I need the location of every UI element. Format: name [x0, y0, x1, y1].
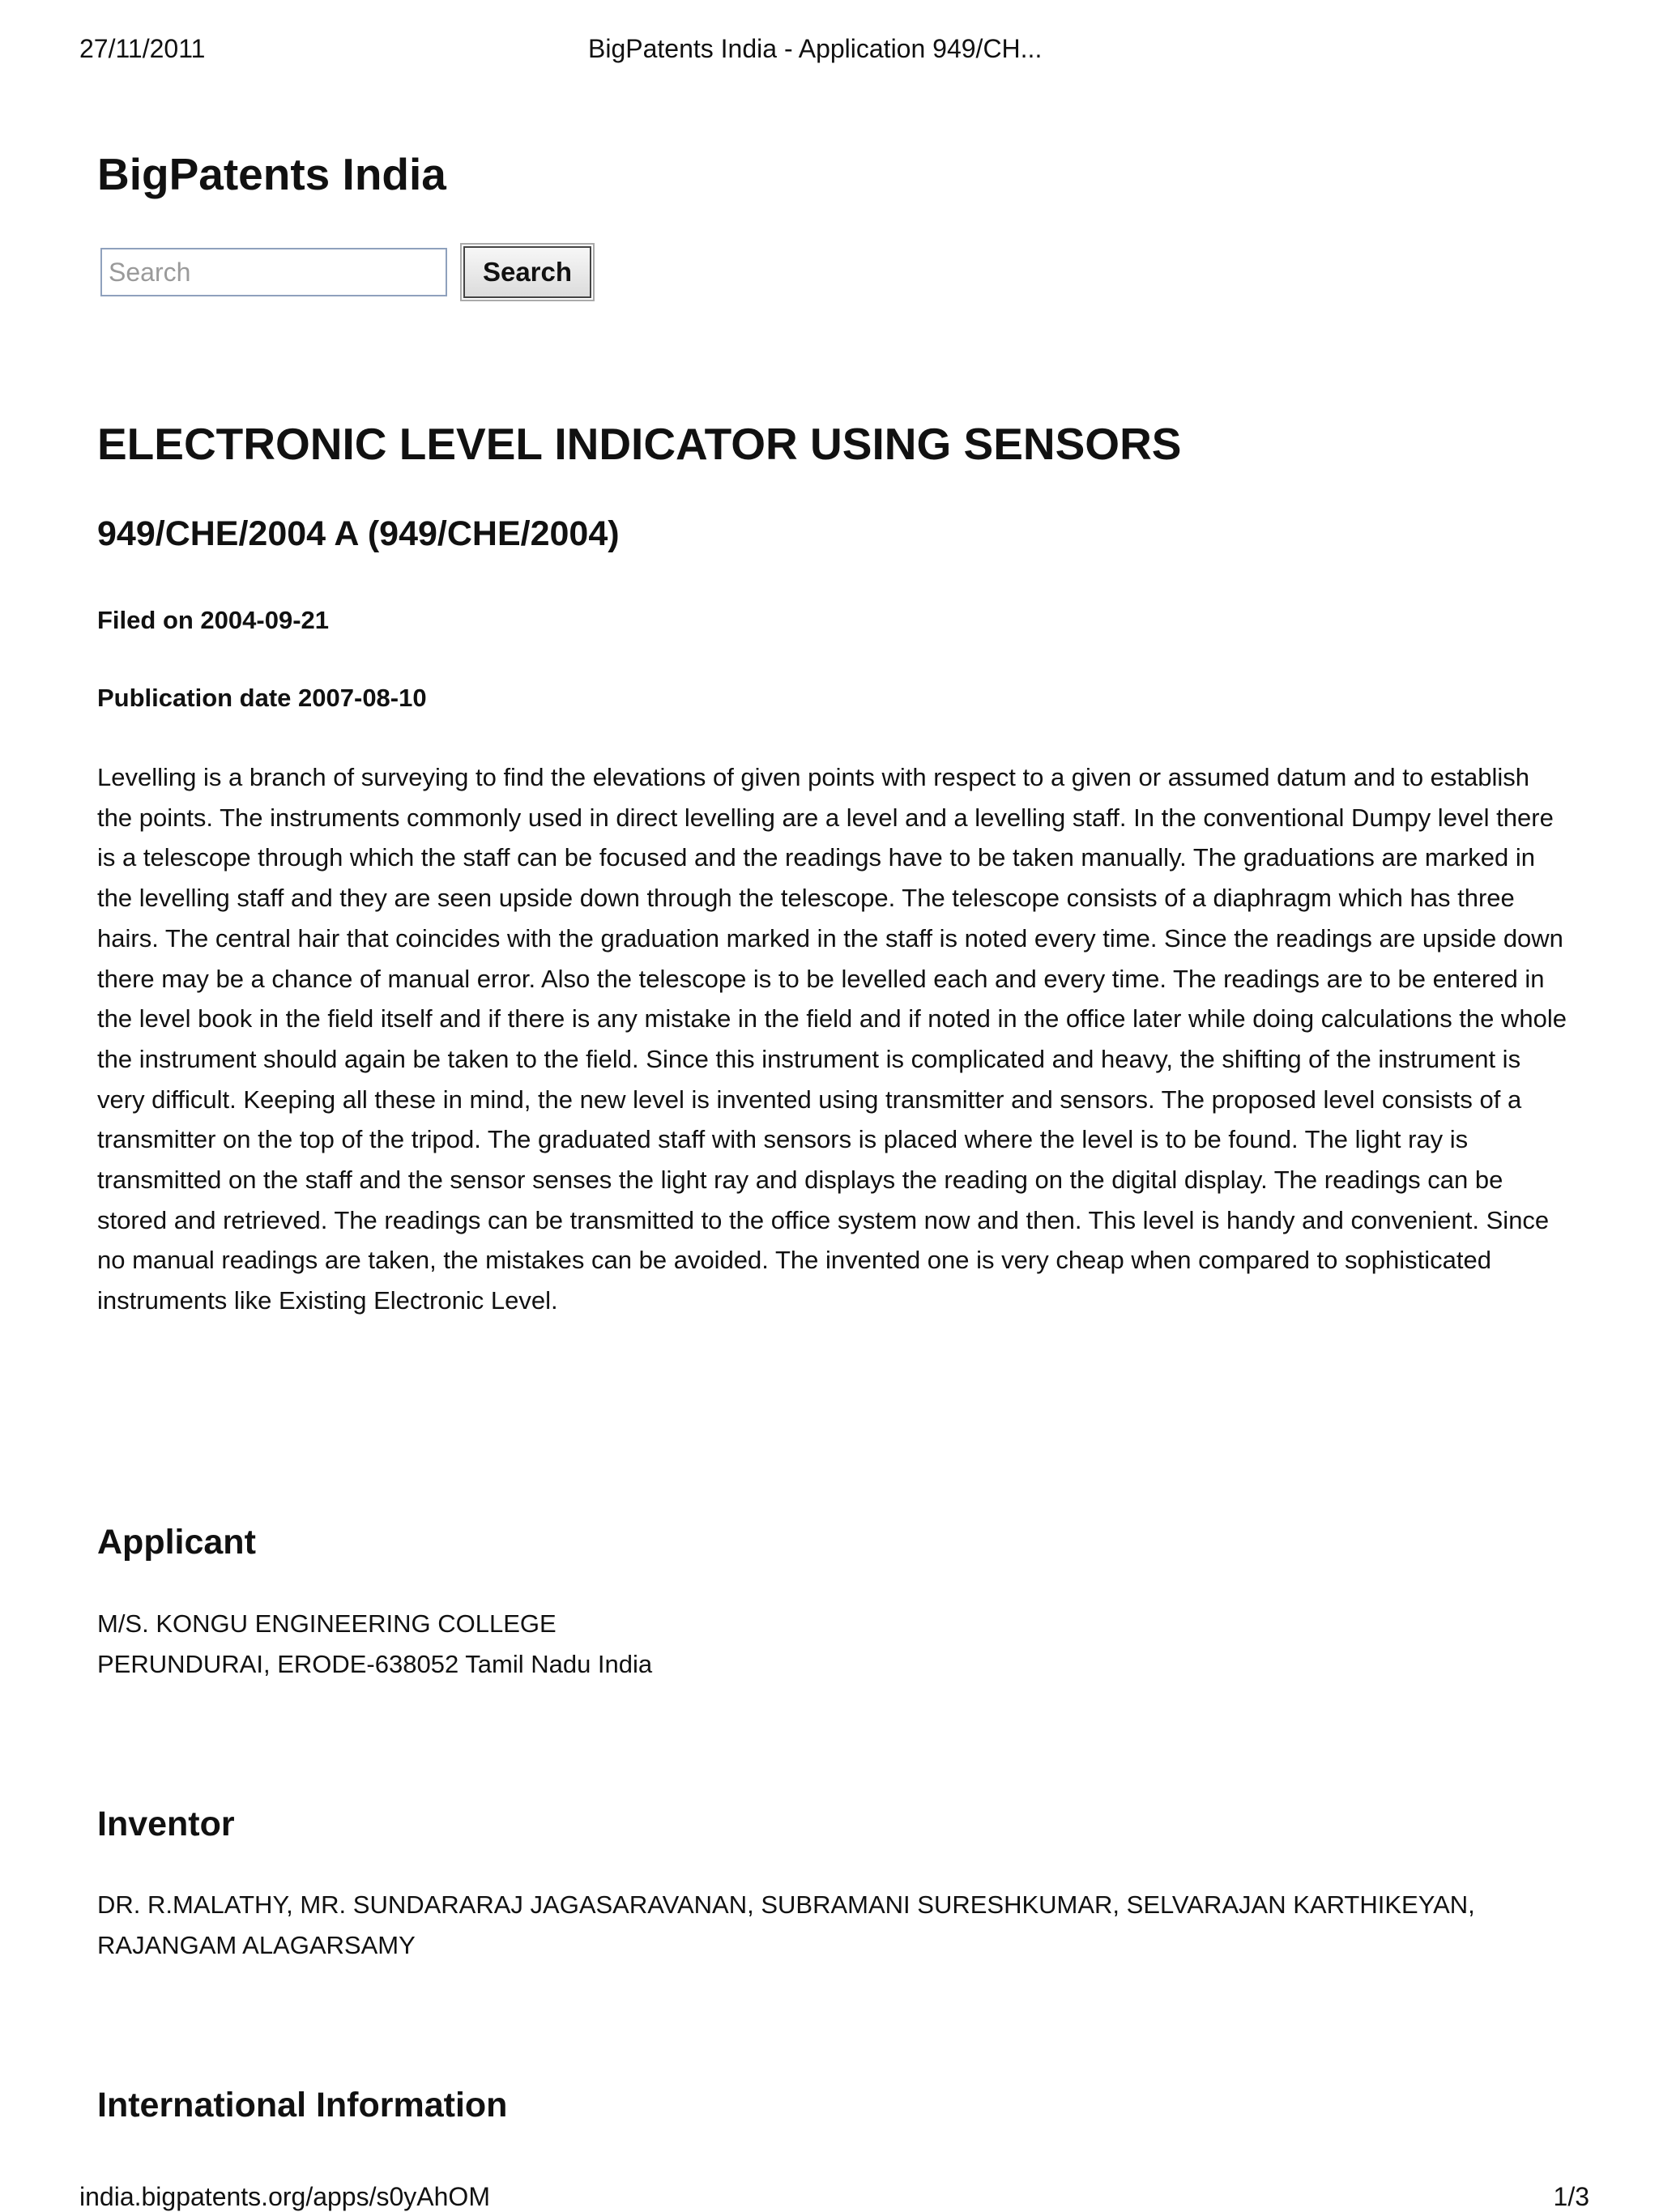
- patent-title: ELECTRONIC LEVEL INDICATOR USING SENSORS: [97, 419, 1182, 469]
- print-page-title: BigPatents India - Application 949/CH...: [588, 34, 1043, 63]
- inventor-heading: Inventor: [97, 1805, 235, 1843]
- filed-date: Filed on 2004-09-21: [97, 606, 330, 634]
- search-button[interactable]: Search: [463, 246, 591, 298]
- print-date: 27/11/2011: [79, 34, 206, 63]
- applicant-address: PERUNDURAI, ERODE-638052 Tamil Nadu India: [97, 1650, 653, 1678]
- applicant-name: M/S. KONGU ENGINEERING COLLEGE: [97, 1609, 557, 1638]
- print-footer: [79, 2182, 1589, 2211]
- print-header: [79, 34, 1580, 66]
- applicant-details: [97, 1604, 1567, 1685]
- search-input[interactable]: [100, 248, 447, 296]
- search-form: [100, 246, 591, 298]
- patent-number: 949/CHE/2004 A (949/CHE/2004): [97, 514, 620, 553]
- page-number: 1/3: [1553, 2182, 1589, 2211]
- page-url: india.bigpatents.org/apps/s0yAhOM: [79, 2182, 490, 2211]
- publication-date: Publication date 2007-08-10: [97, 684, 427, 712]
- applicant-heading: Applicant: [97, 1523, 256, 1562]
- patent-abstract: Levelling is a branch of surveying to find the elevations of given points with respect to a given or assumed datum and to establish the points. The instruments commonly used in direct levelling are a level and a levelling staff. In the conventional Dumpy level there is a telescope through which the staff can be focused and the readings have to be taken manually. The graduations are marked in the levelling staff and they are seen upside down through the telescope. The telescope consists of a diaphragm which has three hairs. The central hair that coincides with the graduation marked in the staff is noted every time. Since the readings are upside down there may be a chance of manual error. Also the telescope is to be levelled each and every time. The readings are to be entered in the level book in the field itself and if there is any mistake in the field and if noted in the office later while doing calculations the whole the instrument should again be taken to the field. Since this instrument is complicated and heavy, the shifting of the instrument is very difficult. Keeping all these in mind, the new level is invented using transmitter and sensors. The proposed level consists of a transmitter on the top of the tripod. The graduated staff with sensors is placed where the level is to be found. The light ray is transmitted on the staff and the sensor senses the light ray and displays the reading on the digital display. The readings can be stored and retrieved. The readings can be transmitted to the office system now and then. This level is handy and convenient. Since no manual readings are taken, the mistakes can be avoided. The invented one is very cheap when compared to sophisticated instruments like Existing Electronic Level.: [97, 763, 1567, 1315]
- international-information-heading: International Information: [97, 2086, 508, 2125]
- site-title[interactable]: BigPatents India: [97, 149, 446, 199]
- inventor-names: DR. R.MALATHY, MR. SUNDARARAJ JAGASARAVANAN, SUBRAMANI SURESHKUMAR, SELVARAJAN KARTHIKEYAN, RAJANGAM ALAGARSAMY: [97, 1890, 1475, 1959]
